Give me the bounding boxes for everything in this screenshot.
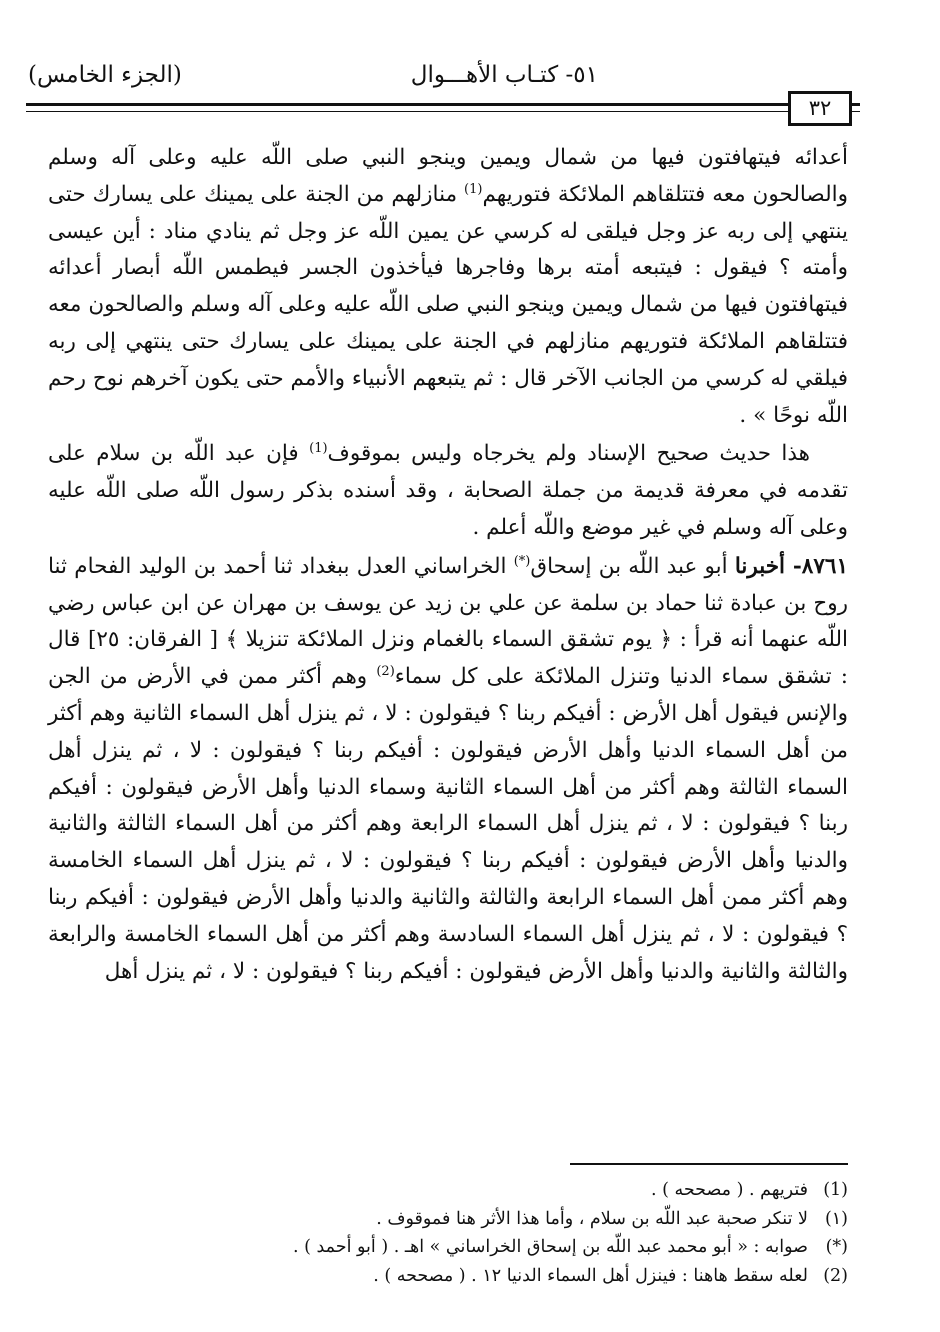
footnote-ref: (1): [464, 181, 483, 197]
footnote-text: صوابه : « أبو محمد عبد اللّه بن إسحاق الخراساني » اهـ . ( أبو أحمد ) .: [292, 1237, 808, 1257]
footnote-ref: (1): [309, 441, 328, 457]
paragraph-3: [48, 549, 848, 991]
footnote-ref: (2): [376, 664, 395, 679]
hadith-number: ٨٧٦١- أخبرنا: [734, 553, 848, 579]
footnote-text: لعله سقط هاهنا : فينزل أهل السماء الدنيا ١٢ . ( مصححه ) .: [373, 1265, 808, 1286]
text-run: وهم أكثر ممن في الأرض من الجن والإنس فيقول أهل الأرض : أفيكم ربنا ؟ فيقولون : لا ، ثم ينزل أهل السماء الثانية وهم أكثر من أهل السماء الدنيا وأهل الأرض فيقولون : أفيكم ربنا ؟ فيقولون : لا ، ثم ينزل أهل السماء الثالثة وهم أكثر من أهل السماء الثانية وسماء الدنيا وأهل الأرض فيقولون : أفيكم ربنا ؟ فيقولون : لا ، ثم ينزل أهل السماء الرابعة وهم أكثر من أهل السماء الثالثة والثانية والدنيا وأهل الأرض فيقولون : أفيكم ربنا ؟ فيقولون : لا ، ثم ينزل أهل السماء الخامسة وهم أكثر ممن أهل السماء الرابعة والثالثة والثانية والدنيا وأهل الأرض فيقولون : أفيكم ربنا ؟ فيقولون : لا ، ثم ينزل أهل السماء السادسة وهم أكثر من أهل السماء الخامسة والرابعة والثالثة والثانية والدنيا وأهل الأرض فيقولون : أفيكم ربنا ؟ فيقولون : لا ، ثم ينزل أهل: [48, 664, 848, 984]
running-header: [22, 62, 888, 96]
footnote-ref: (*): [513, 553, 531, 569]
footnote-text: لا تنكر صحبة عبد اللّه بن سلام ، وأما هذا الأثر هنا فموقوف .: [376, 1208, 808, 1229]
footnote-text: فتريهم . ( مصححه ) .: [650, 1180, 808, 1200]
footnote-mark: (*): [825, 1237, 848, 1257]
header-rule-thick: [26, 103, 860, 106]
paragraph-1: [48, 140, 848, 434]
text-run: أعدائه فيتهافتون فيها من شمال ويمين وينجو النبي صلى اللّه عليه وعلى آله وسلم والصالحون معه فتتلقاهم الملائكة فتوريهم: [48, 145, 848, 207]
footnote-mark: (١): [824, 1208, 848, 1229]
text-run: فإن عبد اللّه بن سلام على تقدمه في معرفة قديمة من جملة الصحابة ، وقد أسنده بذكر رسول اللّه صلى اللّه عليه وعلى آله وسلم في غير موضع واللّه أعلم .: [48, 441, 848, 540]
text-run: هذا حديث صحيح الإسناد ولم يخرجاه وليس بموقوف: [327, 441, 811, 467]
page-number: ٣٢: [788, 91, 852, 126]
footnote: [200, 1176, 848, 1205]
footnotes: [200, 1176, 848, 1290]
book-title: ٥١- كتـاب الأهـــوال: [410, 62, 598, 88]
footnote: [200, 1233, 848, 1262]
footnote: [200, 1205, 848, 1234]
text-run: أبو عبد اللّه بن إسحاق: [530, 553, 735, 579]
paragraph-2: [48, 436, 848, 546]
text-run: الخراساني العدل ببغداد ثنا أحمد بن الوليد الفحام ثنا روح بن عبادة ثنا حماد بن سلمة عن علي بن زيد عن يوسف بن مهران عن ابن عباس رضي اللّه عنهما أنه قرأ : ﴿ يوم تشقق السماء بالغمام ونزل الملائكة تنزيلا ﴾ [ الفرقان: ٢٥] قال : تشقق سماء الدنيا وتنزل الملائكة على كل سماء: [48, 553, 849, 690]
header-rule-thin: [26, 111, 860, 112]
footnote: [200, 1262, 848, 1291]
text-run: منازلهم من الجنة على يمينك على يسارك حتى ينتهي إلى ربه عز وجل فيلقى له كرسي عن يمين اللّه عز وجل ثم ينادي مناد : أين عيسى وأمته ؟ فيقول : فيتبعه أمته برها وفاجرها فيأخذون الجسر فيطمس اللّه أبصار أعدائه فيتهافتون فيها من شمال ويمين وينجو النبي صلى اللّه عليه وعلى آله وسلم والصالحون معه فتتلقاهم الملائكة فتوريهم منازلهم في الجنة على يمينك على يسارك حتى ينتهي إلى ربه فيلقي له كرسي من الجانب الآخر قال : ثم يتبعهم الأنبياء والأمم حتى يكون آخرهم نوح رحم اللّه نوحًا » .: [48, 181, 848, 428]
volume-label: (الجزء الخامس): [28, 62, 182, 88]
main-text: [48, 140, 848, 990]
footnote-mark: (2): [823, 1265, 848, 1286]
footnote-mark: (1): [823, 1180, 848, 1200]
footnote-separator: [570, 1163, 848, 1165]
